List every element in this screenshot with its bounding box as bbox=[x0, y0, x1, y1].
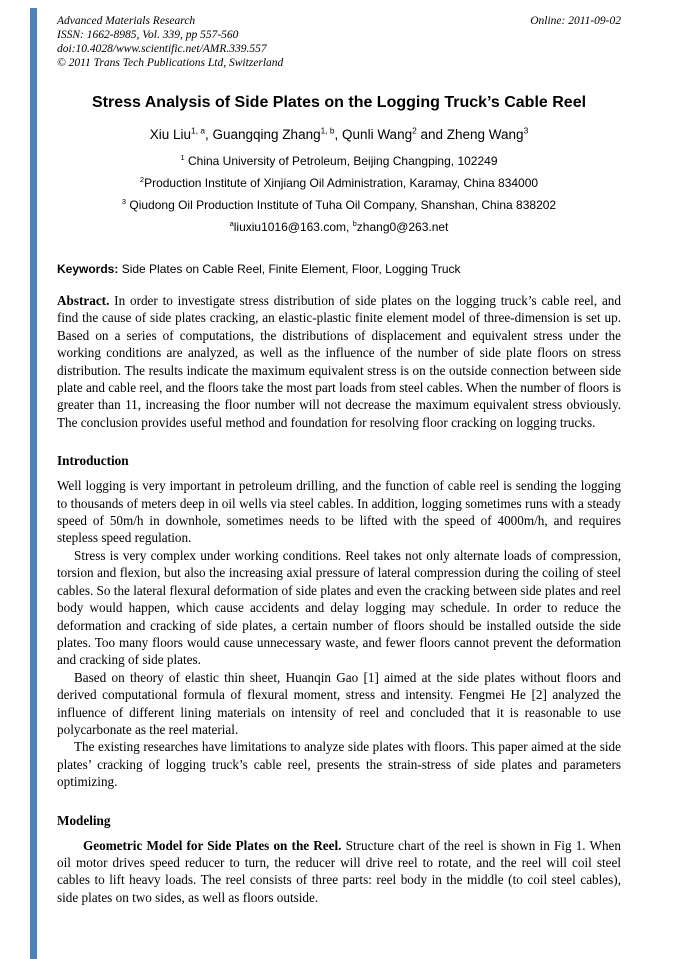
email-mark: b bbox=[352, 219, 357, 228]
abstract bbox=[57, 292, 621, 431]
affiliation-2 bbox=[57, 172, 621, 194]
affiliation-text: China University of Petroleum, Beijing Changping, 102249 bbox=[184, 154, 498, 168]
paper-title: Stress Analysis of Side Plates on the Logging Truck’s Cable Reel bbox=[91, 94, 587, 111]
journal-name: Advanced Materials Research bbox=[57, 15, 196, 27]
left-accent-bar bbox=[30, 8, 37, 959]
introduction-paragraph-1: Well logging is very important in petroleum drilling, and the function of cable reel is sending the logging to thousands of meters deep in oil wells via steel cables. In addition, logging sometimes runs with a steady speed of 50m/h in downhole, sometimes needs to be lifted with the speed of 4000m/h, and requires stepless speed regulation. bbox=[57, 478, 621, 546]
abstract-label: Abstract. bbox=[57, 293, 110, 308]
emails-line bbox=[57, 216, 621, 238]
section-heading-modeling: Modeling bbox=[57, 812, 111, 828]
journal-header bbox=[57, 14, 621, 70]
journal-header-left bbox=[57, 14, 283, 70]
affiliation-text: Qiudong Oil Production Institute of Tuha Oil Company, Shanshan, China 838202 bbox=[126, 198, 557, 212]
author-affmark: 2 bbox=[412, 125, 417, 136]
affiliation-text: Production Institute of Xinjiang Oil Administration, Karamay, China 834000 bbox=[144, 176, 539, 190]
paper-page bbox=[57, 14, 621, 906]
introduction-paragraph-4: The existing researches have limitations to analyze side plates with floors. This paper aimed at the side plates’ cracking of logging truck’s cable reel, presents the strain-stress of side plates and parameters optimizing. bbox=[57, 739, 621, 790]
affiliation-1 bbox=[57, 150, 621, 172]
keywords-label: Keywords: bbox=[57, 262, 119, 276]
keywords-text: Side Plates on Cable Reel, Finite Element, Floor, Logging Truck bbox=[118, 262, 461, 276]
affiliation-mark: 1 bbox=[180, 153, 185, 162]
abstract-text: In order to investigate stress distribution of side plates on the logging truck’s cable reel, and find the cause of side plates cracking, an elastic-plastic finite element model of three-dimension is set up. Based on a series of computations, the distributions of displacement and equivalent stress under the working conditions are analyzed, as well as the influence of the number of side plate floors on stress distribution. The results indicate the maximum equivalent stress is on the outside connection between side plate and cable reel, and the floors take the most part loads from steel cables. When the number of floors is greater than 11, increasing the floor number will not decrease the maximum equivalent stress obviously. The conclusion provides useful method and foundation for resolving floor cracking on logging trucks. bbox=[57, 293, 621, 430]
modeling-paragraph-text: Structure chart of the reel is shown in Fig 1. When oil motor drives speed reducer to turn, the reducer will drive reel to rotate, and the reel will coil steel cables to lift heavy loads. The reel consists of three parts: reel body in the middle (to coil steel cables), side plates on two sides, as well as floors outside. bbox=[57, 837, 621, 905]
introduction-paragraph-3: Based on theory of elastic thin sheet, Huanqin Gao [1] aimed at the side plates without floors and derived computational formula of flexural moment, stress and intensity. Fengmei He [2] analyzed the influence of different lining materials on intensity of reel and concluded that it is reasonable to use polycarbonate as the reel material. bbox=[57, 669, 621, 737]
affiliation-mark: 3 bbox=[121, 197, 127, 206]
copyright-line: © 2011 Trans Tech Publications Ltd, Switzerland bbox=[57, 57, 284, 69]
author-affmark: 3 bbox=[523, 125, 529, 136]
author-name: , Qunli Wang bbox=[334, 127, 413, 142]
affiliations-block bbox=[57, 150, 621, 238]
affiliation-mark: 2 bbox=[139, 175, 145, 184]
email-address: zhang0@263.net bbox=[356, 220, 449, 234]
online-date: Online: 2011-09-02 bbox=[530, 15, 621, 27]
introduction-paragraph-2: Stress is very complex under working conditions. Reel takes not only alternate loads of compression, torsion and flexion, but also the increasing axial pressure of lateral compression during the coiling of steel cables. So the lateral flexural deformation of side plates and even the cracking between side plates and reel body would happen, which cause accidents and delay logging may schedule. In order to reduce the deformation and cracking of side plates, a certain number of floors should be installed outside the side plates. Too many floors would cause unnecessary waste, and fewer floors cannot prevent the deformation and cracking of side plates. bbox=[57, 547, 621, 668]
affiliation-3 bbox=[57, 194, 621, 216]
email-address: liuxiu1016@163.com, bbox=[233, 220, 353, 234]
keywords-line bbox=[57, 262, 621, 276]
modeling-paragraph-1 bbox=[57, 837, 621, 907]
author-affmark: 1, b bbox=[320, 125, 335, 136]
section-heading-introduction: Introduction bbox=[57, 453, 129, 469]
doi-line: doi:10.4028/www.scientific.net/AMR.339.557 bbox=[57, 43, 267, 55]
email-mark: a bbox=[229, 219, 234, 228]
issn-line: ISSN: 1662-8985, Vol. 339, pp 557-560 bbox=[57, 29, 239, 41]
author-affmark: 1, a bbox=[191, 125, 205, 136]
author-name: , Guangqing Zhang bbox=[205, 127, 321, 142]
inline-heading-geometric-model: Geometric Model for Side Plates on the Reel. bbox=[83, 837, 342, 853]
author-name: and Zheng Wang bbox=[416, 127, 524, 142]
authors-line bbox=[57, 127, 621, 142]
author-name: Xiu Liu bbox=[149, 127, 192, 142]
